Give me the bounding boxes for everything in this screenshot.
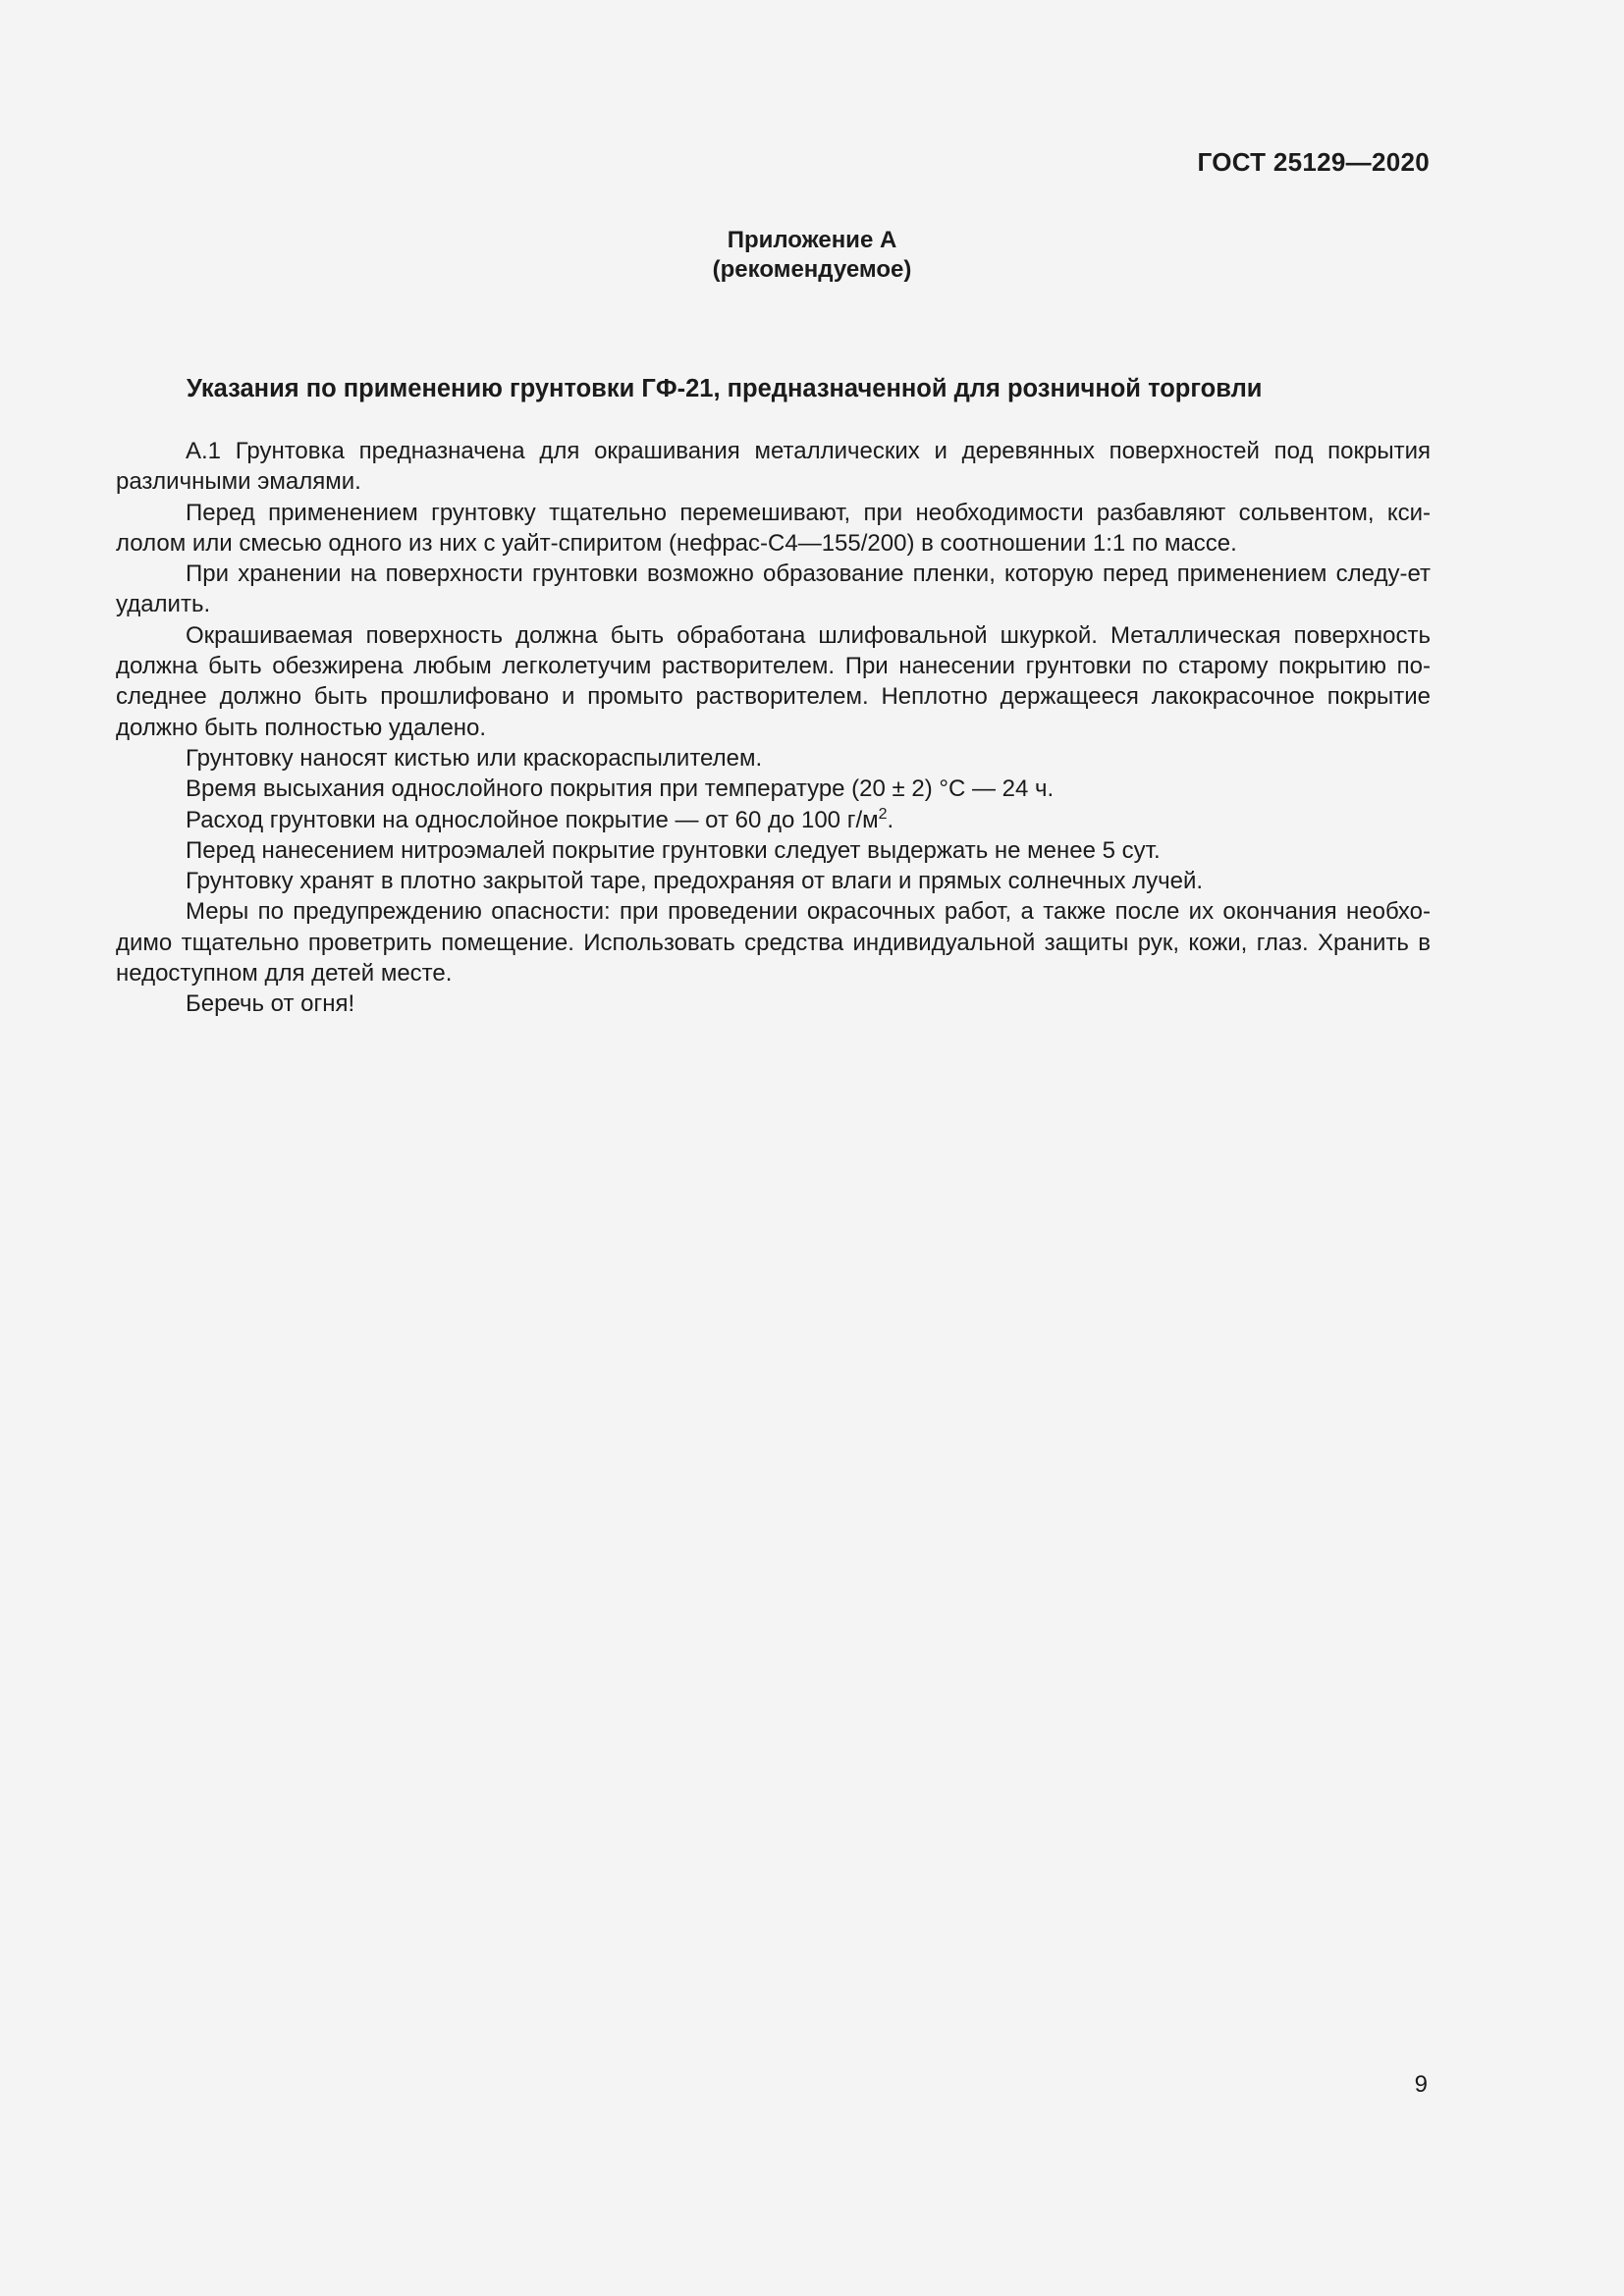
document-code: ГОСТ 25129—2020 <box>1197 147 1430 177</box>
consumption-end: . <box>887 806 894 833</box>
section-title: Указания по применению грунтовки ГФ-21, предназначенной для розничной торговли <box>187 375 1263 402</box>
paragraph-a1: А.1 Грунтовка предназначена для окрашивания металлических и деревянных поверхностей под покрытия различными эмалями. <box>116 438 1431 496</box>
page-number: 9 <box>1414 2071 1428 2098</box>
body-text <box>116 436 1431 1020</box>
paragraph-application: Грунтовку наносят кистью или краскораспылителем. <box>186 744 763 772</box>
paragraph-nitro-enamel: Перед нанесением нитроэмалей покрытие грунтовки следует выдержать не менее 5 сут. <box>186 836 1161 864</box>
paragraph-storage-film: При хранении на поверхности грунтовки возможно образование пленки, которую перед применением следу-ет удалить. <box>116 561 1431 618</box>
paragraph-consumption <box>116 805 1431 835</box>
appendix-heading <box>0 226 1624 285</box>
consumption-text: Расход грунтовки на однослойное покрытие — от 60 до 100 г/м <box>186 806 879 833</box>
paragraph-preparation: Перед применением грунтовку тщательно перемешивают, при необходимости разбавляют сольвентом, кси-лолом или смесью одного из них с уайт-спиритом (нефрас-С4—155/200) в соотношении 1:1 по массе. <box>116 499 1431 557</box>
paragraph-drying-time: Время высыхания однослойного покрытия при температуре (20 ± 2) °С — 24 ч. <box>186 775 1055 803</box>
paragraph-safety: Меры по предупреждению опасности: при проведении окрасочных работ, а также после их окончания необхо-димо тщательно проветрить помещение. Использовать средства индивидуальной защиты рук, кожи, глаз. Хранить в недоступном для детей месте. <box>116 898 1431 988</box>
consumption-superscript: 2 <box>878 805 888 823</box>
paragraph-fire: Беречь от огня! <box>186 990 355 1018</box>
paragraph-storage: Грунтовку хранят в плотно закрытой таре, предохраняя от влаги и прямых солнечных лучей. <box>186 868 1204 895</box>
paragraph-surface-prep: Окрашиваемая поверхность должна быть обработана шлифовальной шкуркой. Металлическая поверхность должна быть обезжирена любым легколетучим растворителем. При нанесении грунтовки по старому покрытию по-следнее должно быть прошлифовано и промыто растворителем. Неплотно держащееся лакокрасочное покрытие должно быть полностью удалено. <box>116 621 1431 741</box>
appendix-title: Приложение А <box>727 227 897 253</box>
appendix-status: (рекомендуемое) <box>712 256 912 283</box>
